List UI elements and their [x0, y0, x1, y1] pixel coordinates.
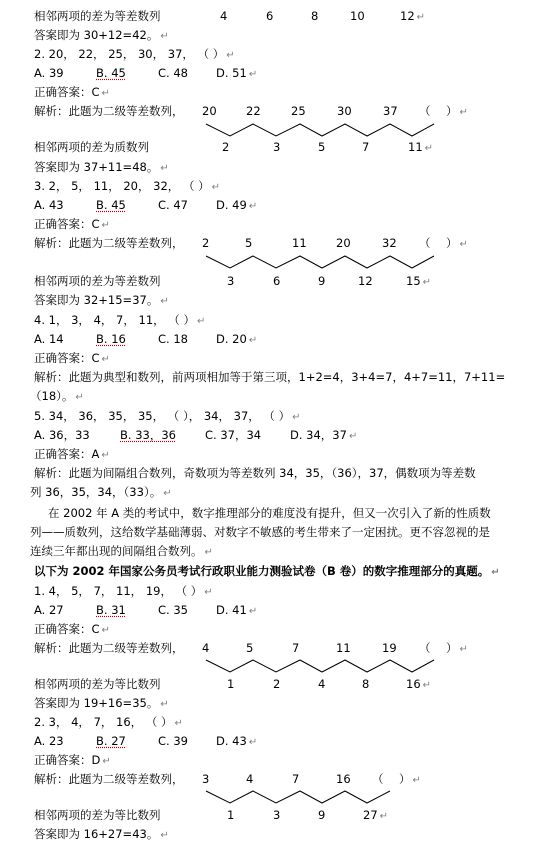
option: B. 45: [96, 198, 126, 212]
analysis-line: 解析：此题为二级等差数列，: [34, 641, 184, 655]
seq-blank: ） ↵: [446, 236, 468, 250]
seq-num: 22: [246, 104, 261, 118]
option: B. 31: [96, 603, 126, 617]
option: A. 36，33: [34, 428, 90, 442]
option: D. 41 ↵: [216, 603, 258, 617]
diff-num: 3: [227, 274, 235, 288]
seq-num: 11: [336, 641, 351, 655]
option: C. 39: [158, 734, 188, 748]
diff-label: 相邻两项的差为质数列: [34, 140, 149, 154]
seq-num: 2: [202, 236, 210, 250]
seq-blank: ） ↵: [446, 641, 468, 655]
seq-num: 5: [245, 236, 253, 250]
answer-line: 答案即为 30+12=42。 ↵: [34, 28, 169, 42]
question-stem: 3. 2， 5， 11， 20， 32， （ ） ↵: [34, 179, 220, 193]
seq-num: 30: [337, 104, 352, 118]
section-heading: 以下为 2002 年国家公务员考试行政职业能力测验试卷（B 卷）的数字推理部分的真题。 ↵: [34, 564, 500, 578]
correct-answer: 正确答案：A ↵: [34, 447, 110, 461]
diff-num: 12 ↵: [400, 9, 426, 23]
paragraph-line: 在 2002 年 A 类的考试中，数字推理部分的难度没有提升，但又一次引入了新的性质数: [48, 506, 491, 520]
analysis-line: 解析：此题为典型和数列，前两项相加等于第三项，1+2=4，3+4=7，4+7=11，7+11=: [34, 370, 506, 384]
diff-num: 2: [273, 677, 281, 691]
option: B. 45: [96, 66, 126, 80]
diff-num: 3: [273, 140, 281, 154]
diff-num: 1: [227, 808, 235, 822]
question-stem: 1. 4， 5， 7， 11， 19， （ ） ↵: [34, 584, 213, 598]
diff-label: 相邻两项的差为等比数列: [34, 808, 161, 822]
seq-num: 4: [202, 641, 210, 655]
diff-num: 7: [362, 140, 370, 154]
diff-num: 15 ↵: [406, 274, 432, 288]
option: B. 16: [96, 332, 126, 346]
diff-num: 1: [227, 677, 235, 691]
option: D. 51 ↵: [216, 66, 258, 80]
seq-num: 4: [246, 772, 254, 786]
question-stem: 2. 3， 4， 7， 16， （ ） ↵: [34, 715, 183, 729]
option: A. 23: [34, 734, 64, 748]
seq-num: 25: [291, 104, 306, 118]
diff-num: 6: [266, 9, 274, 23]
option: D. 43 ↵: [216, 734, 258, 748]
diff-num: 3: [273, 808, 281, 822]
option: A. 43: [34, 198, 64, 212]
diff-num: 9: [318, 274, 326, 288]
diff-label: 相邻两项的差为等比数列: [34, 677, 161, 691]
diff-num: 6: [273, 274, 281, 288]
option: A. 39: [34, 66, 64, 80]
diff-num: 27 ↵: [363, 808, 389, 822]
diff-num: 4: [318, 677, 326, 691]
option: C. 35: [158, 603, 188, 617]
correct-answer: 正确答案：C ↵: [34, 217, 110, 231]
seq-blank: （: [372, 772, 384, 786]
diff-num: 8: [311, 9, 319, 23]
seq-num: 37: [383, 104, 398, 118]
seq-blank: （: [419, 641, 431, 655]
correct-answer: 正确答案：C ↵: [34, 85, 110, 99]
seq-num: 3: [202, 772, 210, 786]
correct-answer: 正确答案：C ↵: [34, 622, 110, 636]
answer-line: 答案即为 16+27=43。 ↵: [34, 827, 169, 841]
seq-num: 7: [292, 772, 300, 786]
diff-num: 11 ↵: [408, 140, 434, 154]
analysis-line: 解析：此题为二级等差数列，: [34, 104, 184, 118]
analysis-line: 列 36，35，34，（33）。 ↵: [30, 485, 172, 499]
correct-answer: 正确答案：C ↵: [34, 351, 110, 365]
seq-num: 19: [382, 641, 397, 655]
answer-line: 答案即为 32+15=37。 ↵: [34, 293, 169, 307]
answer-line: 答案即为 37+11=48。 ↵: [34, 160, 169, 174]
seq-num: 20: [336, 236, 351, 250]
question-stem: 4. 1， 3， 4， 7， 11， （ ） ↵: [34, 313, 206, 327]
zigzag-connector: [0, 0, 1, 1]
option: C. 18: [158, 332, 188, 346]
option: A. 14: [34, 332, 64, 346]
diff-num: 10: [350, 9, 365, 23]
option: A. 27: [34, 603, 64, 617]
option: C. 37，34: [205, 428, 262, 442]
option: D. 20 ↵: [216, 332, 258, 346]
option: D. 49 ↵: [216, 198, 258, 212]
seq-num: 32: [382, 236, 397, 250]
paragraph-line: 连续三年都出现的间隔组合数列。 ↵: [30, 544, 213, 558]
analysis-line: 解析：此题为二级等差数列，: [34, 236, 184, 250]
option: B. 33，36: [120, 428, 176, 442]
option: C. 48: [158, 66, 188, 80]
analysis-line: 解析：此题为间隔组合数列，奇数项为等差数列 34，35，（36），37，偶数项为等差数: [34, 466, 476, 480]
correct-answer: 正确答案：D ↵: [34, 753, 111, 767]
diff-label: 相邻两项的差为等差数列: [34, 9, 161, 23]
diff-num: 9: [318, 808, 326, 822]
diff-num: 4: [220, 9, 228, 23]
seq-blank: ） ↵: [446, 104, 468, 118]
seq-blank: （: [419, 104, 431, 118]
analysis-line: （18）。 ↵: [30, 389, 84, 403]
seq-blank: （: [419, 236, 431, 250]
diff-label: 相邻两项的差为等差数列: [34, 274, 161, 288]
option: B. 27: [96, 734, 126, 748]
diff-num: 5: [318, 140, 326, 154]
question-stem: 5. 34， 36， 35， 35， （ ）， 34， 37， （ ） ↵: [34, 409, 301, 423]
option: C. 47: [158, 198, 188, 212]
seq-num: 5: [246, 641, 254, 655]
answer-line: 答案即为 19+16=35。 ↵: [34, 696, 169, 710]
seq-num: 11: [292, 236, 307, 250]
option: D. 34，37 ↵: [290, 428, 358, 442]
seq-num: 16: [336, 772, 351, 786]
seq-num: 20: [202, 104, 217, 118]
diff-num: 12: [358, 274, 373, 288]
seq-blank: ） ↵: [399, 772, 421, 786]
paragraph-line: 列——质数列，这给数学基础薄弱、对数字不敏感的考生带来了一定困扰。更不容忽视的是: [30, 525, 490, 539]
diff-num: 2: [222, 140, 230, 154]
seq-num: 7: [292, 641, 300, 655]
diff-num: 16 ↵: [406, 677, 432, 691]
diff-num: 8: [362, 677, 370, 691]
analysis-line: 解析：此题为二级等差数列，: [34, 772, 184, 786]
question-stem: 2. 20， 22， 25， 30， 37， （ ） ↵: [34, 47, 235, 61]
